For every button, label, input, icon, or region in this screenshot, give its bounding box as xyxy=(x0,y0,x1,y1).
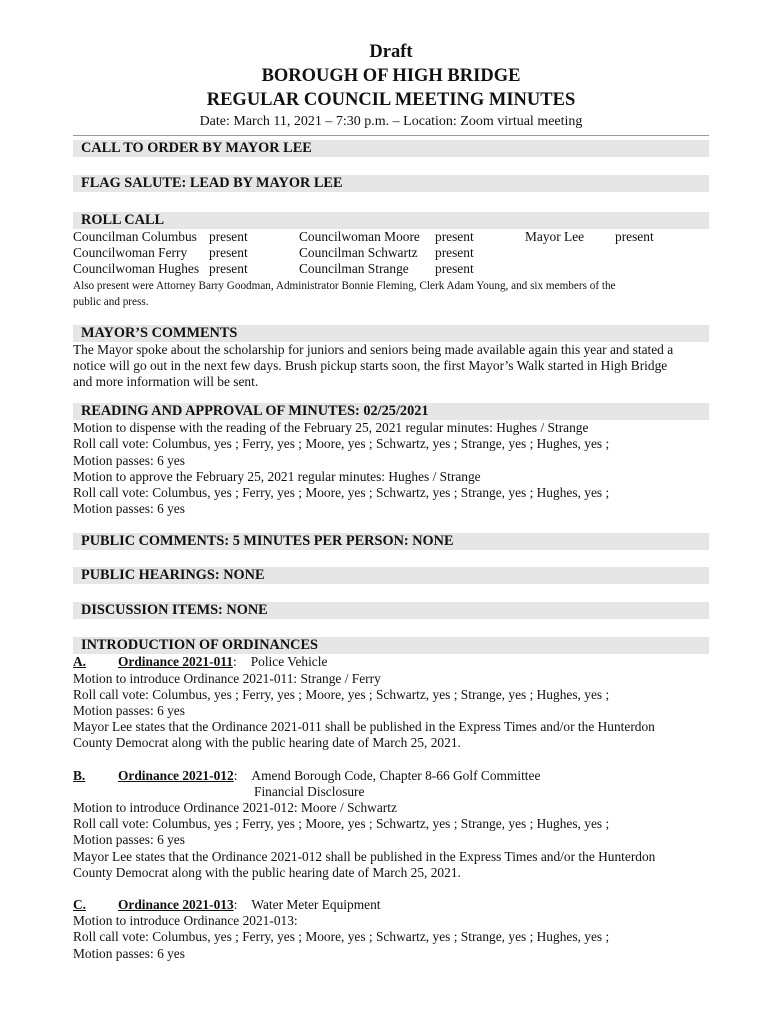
ordinance-letter: B. xyxy=(73,767,86,783)
paragraph-line: Motion to introduce Ordinance 2021-011: Strange / Ferry xyxy=(73,670,381,686)
section-roll-call: ROLL CALL xyxy=(73,212,709,229)
roll-status: present xyxy=(209,245,248,261)
paragraph-line: Motion passes: 6 yes xyxy=(73,945,185,961)
borough-title: BOROUGH OF HIGH BRIDGE xyxy=(261,66,521,86)
also-present-text: Also present were Attorney Barry Goodman, Administrator Bonnie Fleming, Clerk Adam Young, and six members of the xyxy=(73,279,616,292)
paragraph-line: Roll call vote: Columbus, yes ; Ferry, yes ; Moore, yes ; Schwartz, yes ; Strange, yes ; Hughes, yes ; xyxy=(73,929,610,945)
roll-status: present xyxy=(435,261,474,277)
roll-name: Councilman Strange xyxy=(299,261,409,277)
ordinance-heading: B. Ordinance 2021-012 : Amend Borough Code, Chapter 8-66 Golf Committee xyxy=(73,767,541,783)
paragraph-line: Mayor Lee states that the Ordinance 2021-011 shall be published in the Express Times and/or the Hunterdon xyxy=(73,719,655,735)
paragraph-line: Motion to dispense with the reading of the February 25, 2021 regular minutes: Hughes / Strange xyxy=(73,420,589,436)
paragraph-line: Motion passes: 6 yes xyxy=(73,703,185,719)
paragraph-line: Motion passes: 6 yes xyxy=(73,832,185,848)
draft-label: Draft xyxy=(369,42,413,62)
document-header xyxy=(73,40,709,131)
section-flag-salute: FLAG SALUTE: LEAD BY MAYOR LEE xyxy=(73,175,709,192)
paragraph-line: and more information will be sent. xyxy=(73,374,259,390)
section-mayors-comments: MAYOR’S COMMENTS xyxy=(73,325,709,342)
ordinance-description: Amend Borough Code, Chapter 8-66 Golf Committee xyxy=(251,767,541,783)
paragraph-line: Motion to introduce Ordinance 2021-012: Moore / Schwartz xyxy=(73,800,397,816)
section-discussion-items: DISCUSSION ITEMS: NONE xyxy=(73,602,709,619)
ordinance-number: Ordinance 2021-013 xyxy=(118,897,234,913)
meeting-title: REGULAR COUNCIL MEETING MINUTES xyxy=(206,90,576,110)
paragraph-line: Roll call vote: Columbus, yes ; Ferry, yes ; Moore, yes ; Schwartz, yes ; Strange, yes ; Hughes, yes ; xyxy=(73,816,610,832)
section-call-to-order: CALL TO ORDER BY MAYOR LEE xyxy=(73,140,709,157)
roll-call-table xyxy=(73,229,709,278)
paragraph-line: Roll call vote: Columbus, yes ; Ferry, yes ; Moore, yes ; Schwartz, yes ; Strange, yes ; Hughes, yes ; xyxy=(73,485,610,501)
roll-status: present xyxy=(435,229,474,244)
section-ordinances: INTRODUCTION OF ORDINANCES xyxy=(73,637,709,654)
section-public-hearings: PUBLIC HEARINGS: NONE xyxy=(73,567,709,584)
roll-name: Councilwoman Ferry xyxy=(73,245,188,261)
paragraph-line: Roll call vote: Columbus, yes ; Ferry, yes ; Moore, yes ; Schwartz, yes ; Strange, yes ; Hughes, yes ; xyxy=(73,686,610,702)
roll-name xyxy=(525,245,615,261)
ordinance-number: Ordinance 2021-012 xyxy=(118,767,234,783)
also-present-text: public and press. xyxy=(73,295,149,308)
paragraph-line: Motion passes: 6 yes xyxy=(73,452,185,468)
roll-status: present xyxy=(209,229,248,244)
document-page xyxy=(73,40,709,962)
ordinance-number: Ordinance 2021-011 xyxy=(118,654,233,670)
paragraph-line: Motion to introduce Ordinance 2021-013: xyxy=(73,913,298,929)
ordinance-description: Police Vehicle xyxy=(250,654,328,670)
roll-status: present xyxy=(435,245,474,261)
roll-status: present xyxy=(615,229,654,244)
paragraph-line: notice will go out in the next few days. Brush pickup starts soon, the first Mayor’s Walk started in High Bridge xyxy=(73,357,668,373)
roll-call-row xyxy=(73,261,709,277)
ordinance-heading: C. Ordinance 2021-013 : Water Meter Equipment xyxy=(73,897,381,913)
paragraph-line: The Mayor spoke about the scholarship for juniors and seniors being made available again this year and stated a xyxy=(73,341,674,357)
meeting-date-line: Date: March 11, 2021 – 7:30 p.m. – Location: Zoom virtual meeting xyxy=(199,114,583,129)
roll-name: Mayor Lee xyxy=(525,229,585,244)
section-public-comments: PUBLIC COMMENTS: 5 MINUTES PER PERSON: NONE xyxy=(73,533,709,550)
roll-status: present xyxy=(209,261,248,277)
paragraph-line: Motion to approve the February 25, 2021 regular minutes: Hughes / Strange xyxy=(73,468,481,484)
roll-name: Councilman Schwartz xyxy=(299,245,418,261)
paragraph-line: County Democrat along with the public hearing date of March 25, 2021. xyxy=(73,864,461,880)
roll-name: Councilman Columbus xyxy=(73,229,197,244)
roll-status xyxy=(615,261,695,277)
section-minutes: READING AND APPROVAL OF MINUTES: 02/25/2021 xyxy=(73,403,709,420)
ordinance-description: Water Meter Equipment xyxy=(251,897,381,913)
paragraph-line: Roll call vote: Columbus, yes ; Ferry, yes ; Moore, yes ; Schwartz, yes ; Strange, yes ; Hughes, yes ; xyxy=(73,436,610,452)
paragraph-line: Motion passes: 6 yes xyxy=(73,501,185,517)
roll-status xyxy=(615,245,695,261)
paragraph-line: Mayor Lee states that the Ordinance 2021-012 shall be published in the Express Times and/or the Hunterdon xyxy=(73,848,656,864)
header-divider xyxy=(73,135,709,136)
ordinance-letter: A. xyxy=(73,654,87,670)
roll-call-row xyxy=(73,245,709,261)
roll-name: Councilwoman Hughes xyxy=(73,261,200,277)
ordinance-description-cont: Financial Disclosure xyxy=(254,783,365,799)
roll-name: Councilwoman Moore xyxy=(299,229,420,244)
roll-call-row xyxy=(73,229,709,245)
ordinance-letter: C. xyxy=(73,897,87,913)
roll-name xyxy=(525,261,615,277)
paragraph-line: County Democrat along with the public hearing date of March 25, 2021. xyxy=(73,735,461,751)
ordinance-heading: A. Ordinance 2021-011 : Police Vehicle xyxy=(73,654,328,670)
